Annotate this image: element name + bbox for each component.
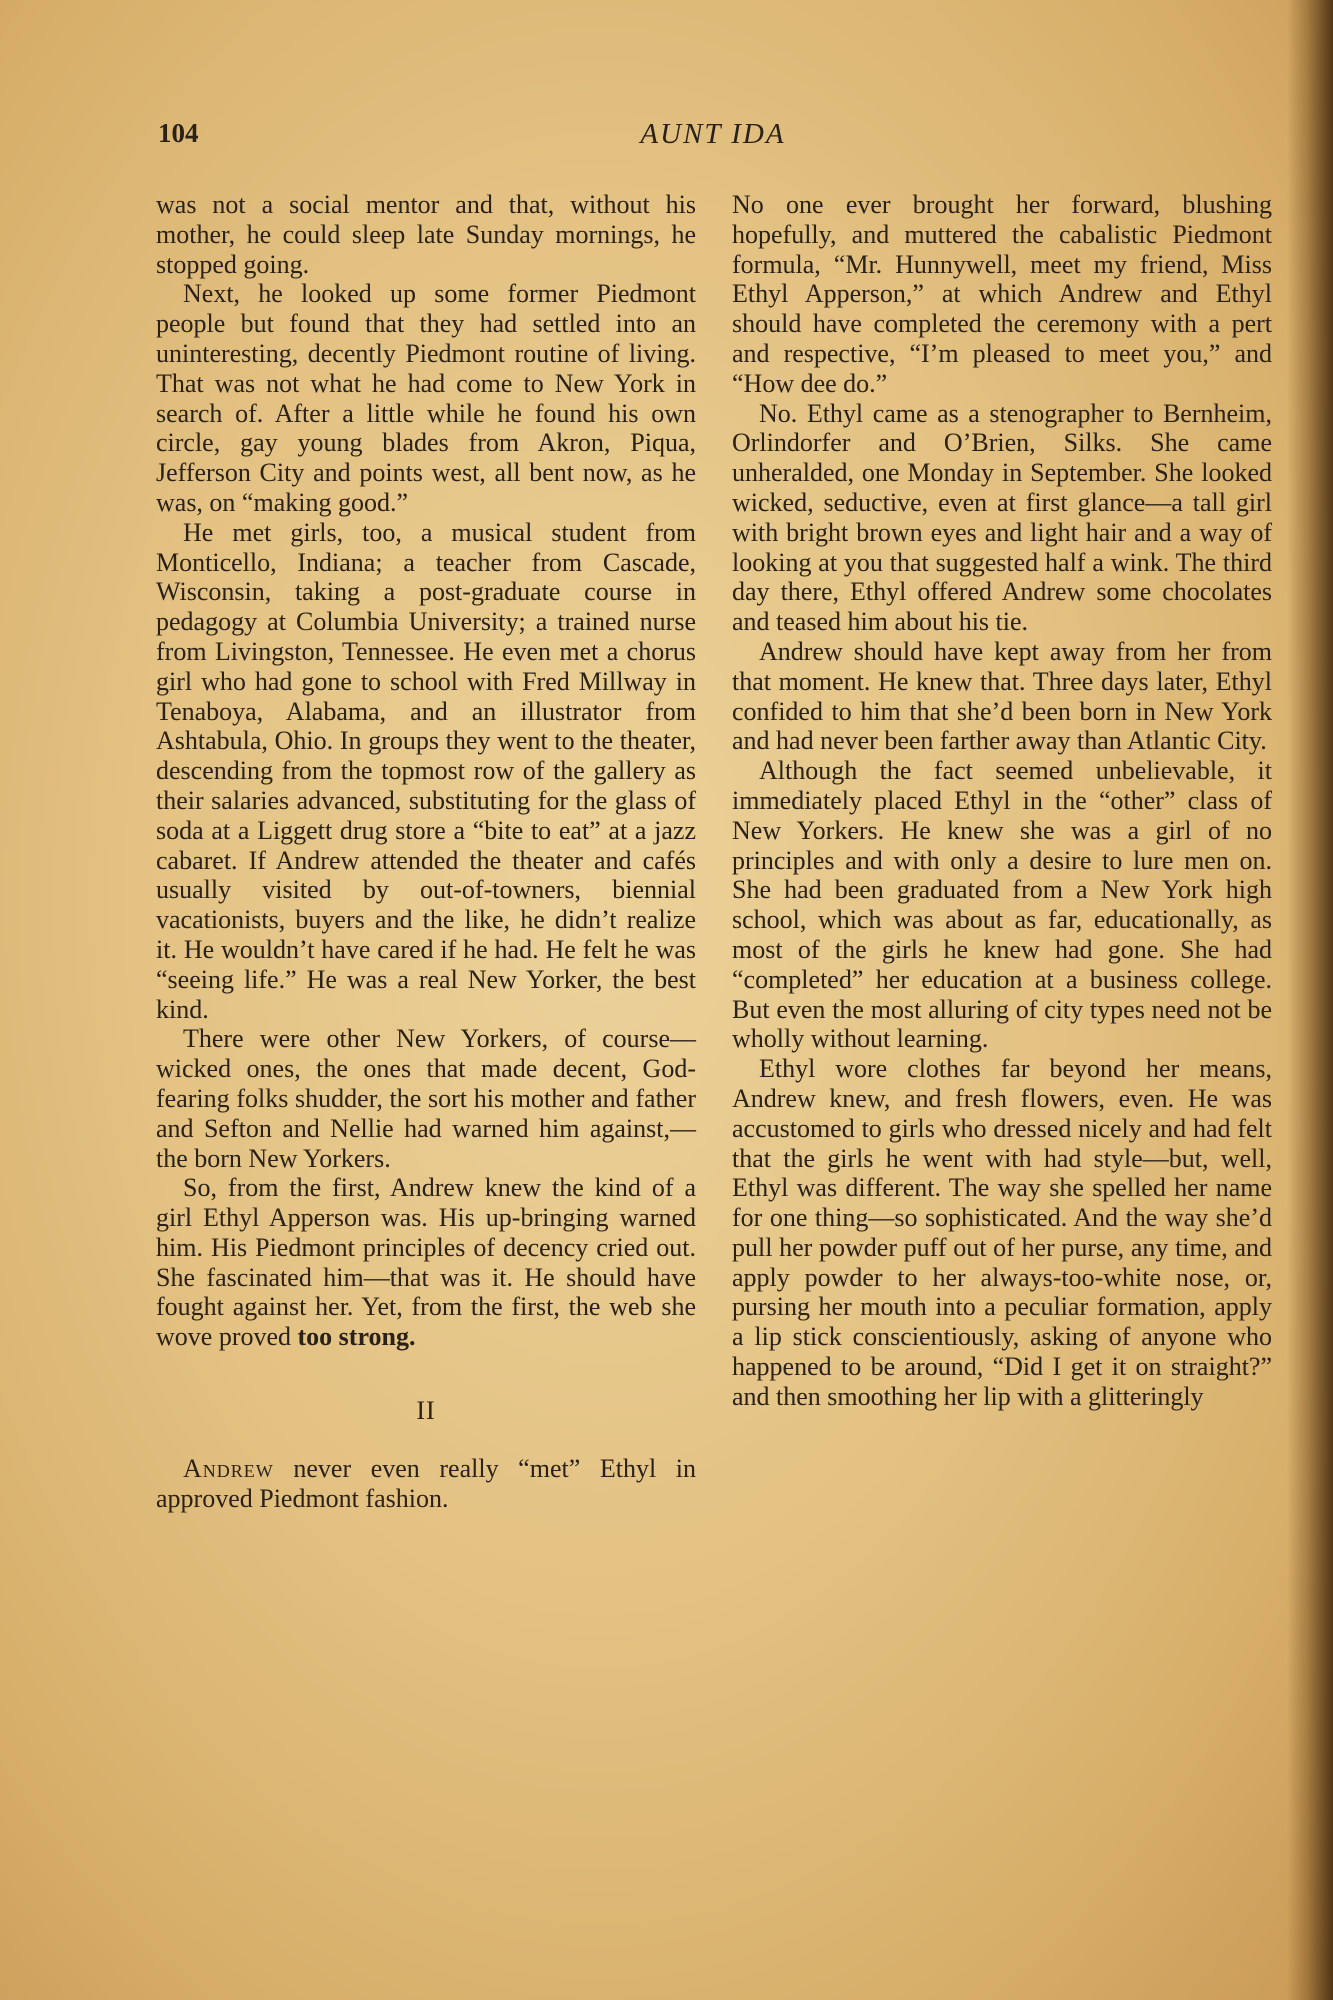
page-header — [158, 118, 1268, 158]
paragraph — [156, 1173, 696, 1352]
section-number: II — [416, 1396, 436, 1426]
paragraph: Next, he looked up some former Piedmont people but found that they had settled into an uninteresting, decently Piedmont routine of living. That was not what he had come to New York in search of. After a little while he found his own circle, gay young blades from Akron, Piqua, Jefferson City and points west, all bent now, as he was, on “making good.” — [156, 279, 696, 517]
section-first-word: Andrew — [183, 1453, 274, 1483]
right-column — [732, 190, 1272, 1412]
paragraph-text: So, from the first, Andrew knew the kind of a girl Ethyl Apperson was. His up-bringing warned him. His Piedmont principles of decency cried out. She fascinated him—that was it. He should have fought against her. Yet, from the first, the web she wove proved — [156, 1173, 696, 1352]
paragraph: There were other New Yorkers, of course—wicked ones, the ones that made decent, God-fearing folks shudder, the sort his mother and father and Sefton and Nellie had warned him against,—the born New Yorkers. — [156, 1024, 696, 1173]
book-spine-shadow — [1287, 0, 1333, 2000]
paragraph: No. Ethyl came as a stenographer to Bernheim, Orlindorfer and O’Brien, Silks. She came unheralded, one Monday in September. She looked wicked, seductive, even at first glance—a tall girl with bright brown eyes and light hair and a way of looking at you that suggested half a wink. The third day there, Ethyl offered Andrew some chocolates and teased him about his tie. — [732, 398, 1272, 637]
paragraph: Although the fact seemed unbelievable, it immediately placed Ethyl in the “other” class of New Yorkers. He knew she was a girl of no principles and with only a desire to lure men on. She had been graduated from a New York high school, which was about as far, educationally, as most of the girls he knew had gone. She had “completed” her education at a business college. But even the most alluring of city types need not be wholly without learning. — [732, 756, 1272, 1054]
paragraph: No one ever brought her forward, blushing hopefully, and muttered the cabalistic Piedmont formula, “Mr. Hunnywell, meet my friend, Miss Ethyl Apperson,” at which Andrew and Ethyl should have completed the ceremony with a pert and respective, “I’m pleased to meet you,” and “How dee do.” — [732, 190, 1272, 398]
paragraph: Andrew should have kept away from her from that moment. He knew that. Three days later, Ethyl confided to him that she’d been born in New York and had never been farther away than Atlantic City. — [732, 636, 1272, 756]
paragraph — [156, 1454, 696, 1514]
paragraph-text: never even really “met” Ethyl in approved Piedmont fashion. — [156, 1453, 696, 1513]
paragraph: was not a social mentor and that, without his mother, he could sleep late Sunday mornings, he stopped going. — [156, 190, 696, 279]
paragraph: Ethyl wore clothes far beyond her means, Andrew knew, and fresh flowers, even. He was accustomed to girls who dressed nicely and had felt that the girls he went with had style—but, well, Ethyl was different. The way she spelled her name for one thing—so sophisticated. And the way she’d pull her powder puff out of her purse, any time, and apply powder to her always-too-white nose, or, pursing her mouth into a peculiar formation, apply a lip stick conscientiously, asking of anyone who happened to be around, “Did I get it on straight?” and then smoothing her lip with a glitteringly — [732, 1054, 1272, 1411]
paragraph: He met girls, too, a musical student from Monticello, Indiana; a teacher from Cascade, Wisconsin, taking a post-graduate course in pedagogy at Columbia University; a trained nurse from Livingston, Tennessee. He even met a chorus girl who had gone to school with Fred Millway in Tenaboya, Alabama, and an illustrator from Ashtabula, Ohio. In groups they went to the theater, descending from the topmost row of the gallery as their salaries advanced, substituting for the glass of soda at a Liggett drug store a “bite to eat” at a jazz cabaret. If Andrew attended the theater and cafés usually visited by out-of-towners, biennial vacationists, buyers and the like, he didn’t realize it. He wouldn’t have cared if he had. He felt he was “seeing life.” He was a real New Yorker, the best kind. — [156, 517, 696, 1024]
running-head: AUNT IDA — [640, 118, 786, 150]
page-number: 104 — [158, 118, 199, 148]
left-column — [156, 190, 696, 1513]
paragraph-text-bold: too strong. — [297, 1322, 416, 1352]
